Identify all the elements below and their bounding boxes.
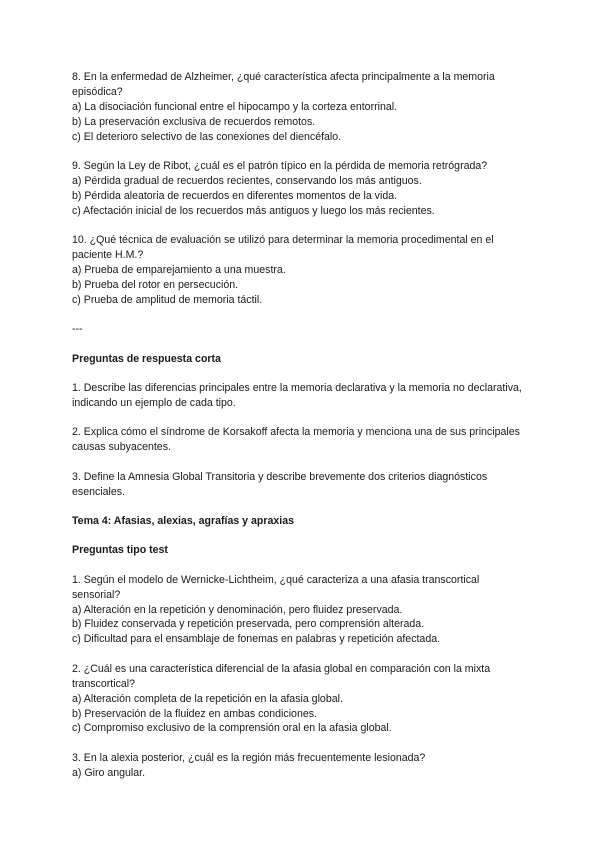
topic-heading: Tema 4: Afasias, alexias, agrafías y apraxias	[72, 514, 295, 527]
answer-option: c) Dificultad para el ensamblaje de fonemas en palabras y repetición afectada.	[72, 633, 441, 646]
answer-option: a) La disociación funcional entre el hipocampo y la corteza entorrinal.	[72, 100, 398, 113]
answer-option: c) Compromiso exclusivo de la comprensión oral en la afasia global.	[72, 722, 392, 735]
short-answer-item: 1. Describe las diferencias principales entre la memoria declarativa y la memoria no declarativa, indicando un ejemplo de cada tipo.	[72, 382, 522, 409]
answer-option: a) Alteración completa de la repetición en la afasia global.	[72, 692, 343, 705]
page-content	[72, 70, 530, 795]
short-answer-item: 3. Define la Amnesia Global Transitoria y describe brevemente dos criterios diagnósticos esenciales.	[72, 470, 488, 498]
answer-option: b) Fluidez conservada y repetición preservada, pero comprensión alterada.	[72, 618, 425, 631]
question-9	[72, 159, 530, 219]
answer-option: a) Giro angular.	[72, 766, 146, 779]
question-stem: 2. ¿Cuál es una característica diferencial de la afasia global en comparación con la mixta transcortical?	[72, 662, 491, 690]
answer-option: c) El deterioro selectivo de las conexiones del diencéfalo.	[72, 130, 342, 143]
answer-option: a) Prueba de emparejamiento a una muestra.	[72, 263, 286, 276]
question-stem: 9. Según la Ley de Ribot, ¿cuál es el patrón típico en la pérdida de memoria retrógrada?	[72, 160, 488, 173]
section-separator: ---	[72, 323, 83, 336]
question-10	[72, 233, 530, 308]
topic4-question-1	[72, 573, 530, 648]
short-answer-item: 2. Explica cómo el síndrome de Korsakoff afecta la memoria y menciona una de sus principales causas subyacentes.	[72, 426, 520, 454]
short-answer-list	[72, 381, 530, 499]
question-stem: 8. En la enfermedad de Alzheimer, ¿qué característica afecta principalmente a la memoria episódica?	[72, 71, 495, 98]
answer-option: b) Preservación de la fluidez en ambas condiciones.	[72, 707, 317, 720]
answer-option: c) Prueba de amplitud de memoria táctil.	[72, 293, 263, 306]
topic4-question-2	[72, 662, 530, 737]
answer-option: b) Prueba del rotor en persecución.	[72, 278, 239, 291]
short-answer-heading: Preguntas de respuesta corta	[72, 352, 221, 365]
answer-option: b) Pérdida aleatoria de recuerdos en diferentes momentos de la vida.	[72, 189, 398, 202]
question-stem: 1. Según el modelo de Wernicke-Lichtheim, ¿qué caracteriza a una afasia transcortical sensorial?	[72, 573, 480, 601]
question-stem: 10. ¿Qué técnica de evaluación se utilizó para determinar la memoria procedimental en el paciente H.M.?	[72, 234, 494, 262]
answer-option: c) Afectación inicial de los recuerdos más antiguos y luego los más recientes.	[72, 204, 435, 217]
question-8	[72, 70, 530, 145]
answer-option: a) Alteración en la repetición y denominación, pero fluidez preservada.	[72, 603, 403, 616]
topic4-question-3	[72, 751, 530, 781]
answer-option: b) La preservación exclusiva de recuerdos remotos.	[72, 115, 316, 128]
answer-option: a) Pérdida gradual de recuerdos recientes, conservando los más antiguos.	[72, 174, 422, 187]
question-stem: 3. En la alexia posterior, ¿cuál es la región más frecuentemente lesionada?	[72, 751, 426, 764]
test-heading: Preguntas tipo test	[72, 544, 168, 557]
